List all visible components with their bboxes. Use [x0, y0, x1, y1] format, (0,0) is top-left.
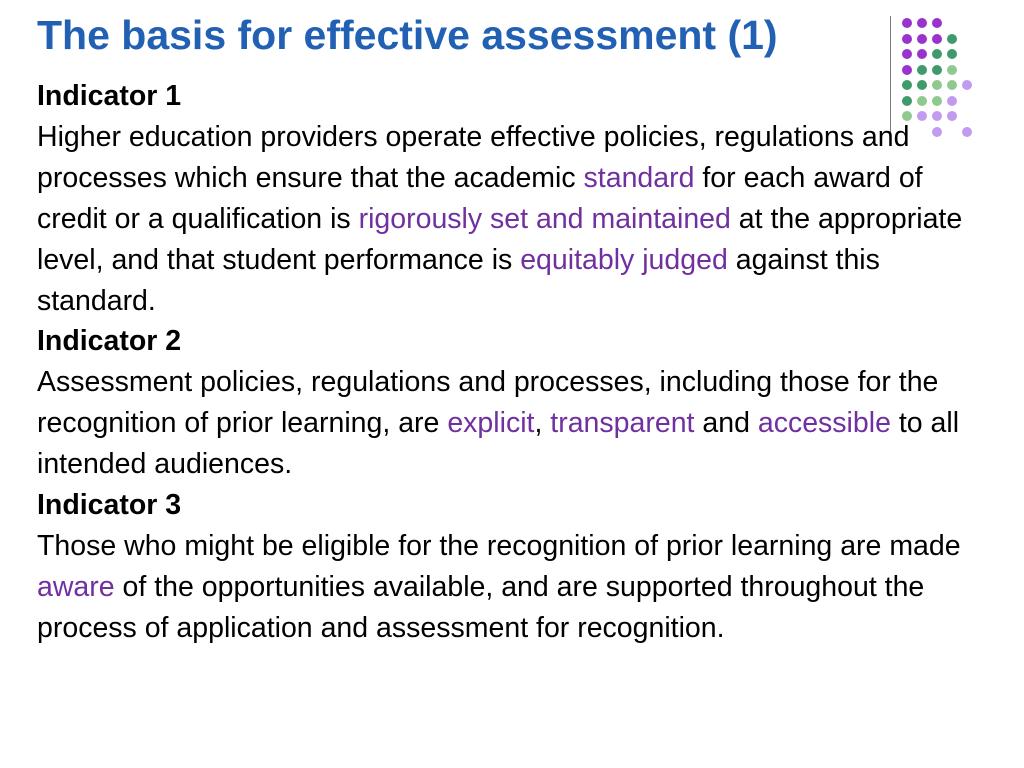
decorative-dot: [902, 34, 912, 44]
slide-body: [37, 76, 997, 649]
indicator-heading: Indicator 2: [37, 325, 182, 358]
decorative-dot: [902, 65, 912, 75]
text-segment: Those who might be eligible for the recognition of prior learning are made: [37, 529, 961, 562]
decorative-dot: [917, 18, 927, 28]
decorative-dot: [917, 65, 927, 75]
decorative-dot: [902, 49, 912, 59]
slide-title: The basis for effective assessment (1): [37, 12, 778, 58]
highlighted-term: explicit: [447, 407, 535, 440]
text-segment: ,: [534, 407, 551, 440]
text-segment: Higher education providers operate effective policies, regulations and processes which ensure that the academic: [37, 120, 910, 194]
decorative-dot: [947, 65, 957, 75]
highlighted-term: aware: [37, 570, 115, 603]
decorative-dot: [902, 18, 912, 28]
text-segment: at the appropriate level, and that student performance is: [37, 202, 963, 276]
decorative-dot: [947, 34, 957, 44]
text-segment: for each award of credit or a qualification is: [37, 161, 923, 235]
decorative-dot: [932, 49, 942, 59]
highlighted-term: equitably judged: [520, 243, 728, 276]
indicator-text: [37, 117, 997, 322]
text-segment: Assessment policies, regulations and processes, including those for the recognition of prior learning, are: [37, 366, 939, 440]
decorative-dot: [947, 49, 957, 59]
decorative-dot: [932, 18, 942, 28]
decorative-dot: [917, 34, 927, 44]
text-segment: to all intended audiences.: [37, 407, 960, 481]
decorative-dot: [932, 65, 942, 75]
decorative-dot: [932, 34, 942, 44]
indicator-block: [37, 76, 997, 321]
decorative-dot: [917, 49, 927, 59]
indicator-text: [37, 526, 997, 649]
text-segment: against this standard.: [37, 243, 880, 317]
highlighted-term: transparent: [550, 407, 695, 440]
text-segment: and: [694, 407, 758, 440]
indicator-block: [37, 485, 997, 649]
highlighted-term: standard: [583, 161, 695, 194]
indicator-block: [37, 321, 997, 485]
highlighted-term: accessible: [757, 407, 891, 440]
text-segment: of the opportunities available, and are supported throughout the process of application and assessment for recognition.: [37, 570, 925, 644]
indicator-heading: Indicator 3: [37, 489, 182, 522]
indicator-heading: Indicator 1: [37, 80, 182, 112]
highlighted-term: rigorously set and maintained: [358, 202, 731, 235]
indicator-text: [37, 362, 997, 485]
